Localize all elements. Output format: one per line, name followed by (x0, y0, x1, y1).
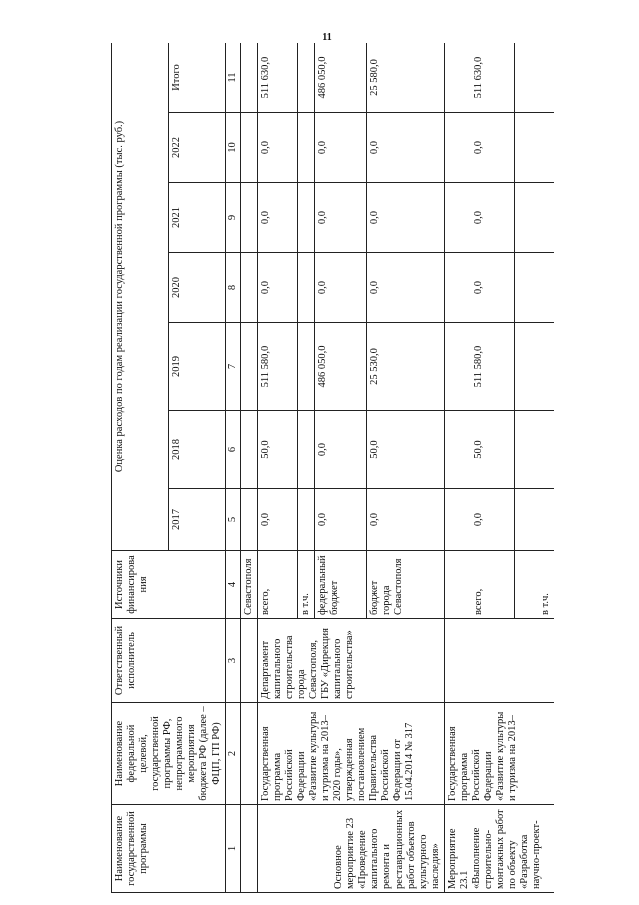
table-row (257, 43, 297, 893)
value-cell (297, 411, 314, 489)
value-cell (297, 323, 314, 411)
total-cell: 511 630,0 (444, 43, 514, 113)
measure-name: Государственная программа Российской Федерации «Развитие культуры и туризма на 2013– (444, 703, 554, 805)
continuation-row (240, 43, 257, 893)
value-cell (514, 411, 554, 489)
index-row (225, 43, 240, 893)
table-cell (240, 489, 257, 551)
table-cell (240, 183, 257, 253)
value-cell (514, 183, 554, 253)
header-program: Наименование государственной программы (112, 805, 226, 893)
index-cell: 10 (225, 113, 240, 183)
value-cell: 511 580,0 (444, 323, 514, 411)
source-label: в т.ч. (514, 551, 554, 619)
value-cell: 0,0 (314, 113, 366, 183)
table-cell (240, 323, 257, 411)
header-year: 2021 (168, 183, 225, 253)
total-cell (297, 43, 314, 113)
value-cell: 50,0 (257, 411, 297, 489)
value-cell: 0,0 (366, 489, 444, 551)
value-cell (514, 489, 554, 551)
value-cell: 0,0 (314, 253, 366, 323)
source-label: в т.ч. (297, 551, 314, 619)
value-cell: 50,0 (366, 411, 444, 489)
value-cell: 486 050,0 (314, 323, 366, 411)
value-cell: 0,0 (366, 253, 444, 323)
value-cell: 0,0 (257, 489, 297, 551)
header-year: 2020 (168, 253, 225, 323)
value-cell: 50,0 (444, 411, 514, 489)
header-year: 2022 (168, 113, 225, 183)
value-cell: 0,0 (444, 253, 514, 323)
value-cell: 0,0 (257, 183, 297, 253)
continuation-source: Севастополя (240, 551, 257, 619)
total-cell: 25 580,0 (366, 43, 444, 113)
table-cell (240, 619, 257, 703)
value-cell: 0,0 (314, 489, 366, 551)
index-cell: 1 (225, 805, 240, 893)
header-source: Источники финансирования (112, 551, 226, 619)
value-cell (297, 113, 314, 183)
value-cell: 0,0 (444, 489, 514, 551)
value-cell: 511 580,0 (257, 323, 297, 411)
total-cell (514, 43, 554, 113)
document-page (111, 43, 627, 893)
value-cell (297, 489, 314, 551)
value-cell: 0,0 (314, 183, 366, 253)
source-label: всего, (444, 551, 514, 619)
table-cell (240, 411, 257, 489)
value-cell: 0,0 (444, 183, 514, 253)
value-cell: 0,0 (314, 411, 366, 489)
rotated-table-wrapper (111, 43, 627, 893)
index-cell: 7 (225, 323, 240, 411)
value-cell (514, 113, 554, 183)
value-cell: 0,0 (366, 113, 444, 183)
header-cost-group: Оценка расходов по годам реализации государственной программы (тыс. руб.) (112, 43, 169, 551)
total-cell: 486 050,0 (314, 43, 366, 113)
value-cell: 0,0 (257, 113, 297, 183)
index-cell: 5 (225, 489, 240, 551)
table-row (444, 43, 514, 893)
table-cell (240, 253, 257, 323)
table-cell (240, 113, 257, 183)
index-cell: 11 (225, 43, 240, 113)
value-cell (514, 323, 554, 411)
measure-name: Государственная программа Российской Федерации «Развитие культуры и туризма на 2013–2020 годы», утвержденная постановлением Правительства Российской Федерации от 15.04.2014 № 317 (257, 703, 444, 805)
index-cell: 9 (225, 183, 240, 253)
source-label: бюджет города Севастополя (366, 551, 444, 619)
executor-name (444, 619, 554, 703)
header-year: 2018 (168, 411, 225, 489)
header-measure: Наименование федеральной целевой, государственной программы РФ, непрограммного мероприятия бюджета РФ (далее – ФЦП, ГП РФ) (112, 703, 226, 805)
table-cell (240, 43, 257, 113)
page-number: 11 (322, 32, 332, 43)
index-cell: 4 (225, 551, 240, 619)
index-cell: 6 (225, 411, 240, 489)
value-cell: 25 530,0 (366, 323, 444, 411)
header-year: 2017 (168, 489, 225, 551)
table-cell (240, 703, 257, 805)
executor-name: Департамент капитального строительства города Севастополя, ГБУ «Дирекция капитального строительства» (257, 619, 444, 703)
value-cell (297, 253, 314, 323)
value-cell (297, 183, 314, 253)
source-label: федеральный бюджет (314, 551, 366, 619)
header-executor: Ответственный исполнитель (112, 619, 226, 703)
program-name: Основное мероприятие 23 «Проведение капитального ремонта и реставрационных работ объектов культурного наследия» (257, 805, 444, 893)
header-row (112, 43, 169, 893)
index-cell: 3 (225, 619, 240, 703)
budget-table (111, 43, 554, 893)
value-cell: 0,0 (444, 113, 514, 183)
value-cell: 0,0 (366, 183, 444, 253)
value-cell (514, 253, 554, 323)
index-cell: 2 (225, 703, 240, 805)
total-cell: 511 630,0 (257, 43, 297, 113)
index-cell: 8 (225, 253, 240, 323)
source-label: всего, (257, 551, 297, 619)
table-cell (240, 805, 257, 893)
value-cell: 0,0 (257, 253, 297, 323)
header-year: 2019 (168, 323, 225, 411)
header-total: Итого (168, 43, 225, 113)
program-name: Мероприятие 23.1 «Выполнение строительно-монтажных работ по объекту «Разработка научно-проект- (444, 805, 554, 893)
